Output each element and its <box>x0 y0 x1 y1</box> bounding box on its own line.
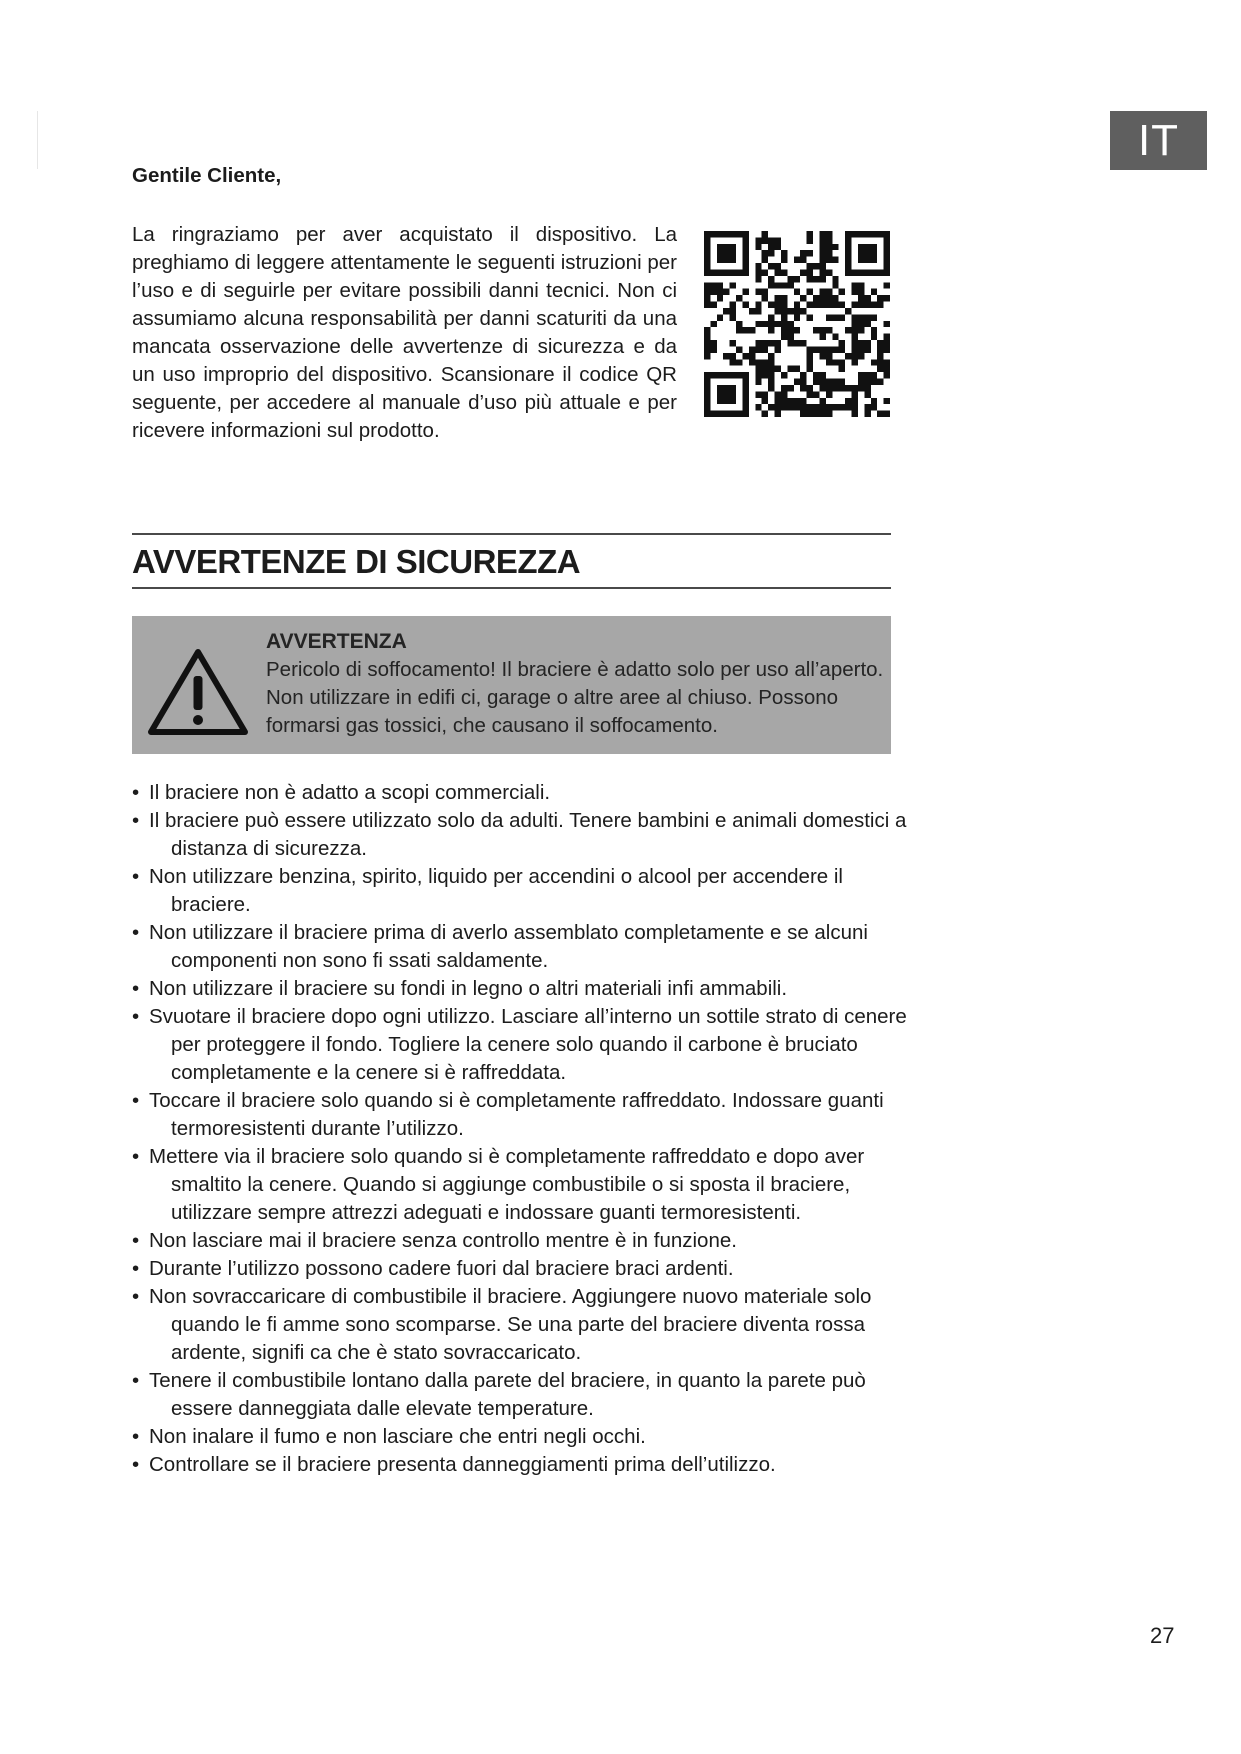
list-item: • Non utilizzare benzina, spirito, liquido per accendini o alcool per accendere il braciere. <box>132 863 912 919</box>
list-item: • Tenere il combustibile lontano dalla parete del braciere, in quanto la parete può essere danneggiata dalle elevate temperature. <box>132 1367 912 1423</box>
safety-list <box>132 779 912 1479</box>
qr-code-modules <box>704 231 890 417</box>
list-item: • Non utilizzare il braciere prima di averlo assemblato completamente e se alcuni componenti non sono fi ssati saldamente. <box>132 919 912 975</box>
list-item: • Non inalare il fumo e non lasciare che entri negli occhi. <box>132 1423 912 1451</box>
intro-paragraph: La ringraziamo per aver acquistato il dispositivo. La preghiamo di leggere attentamente le seguenti istruzioni per l’uso e di seguirle per evitare possibili danni tecnici. Non ci assumiamo alcuna responsabilità per danni scaturiti da una mancata osservazione delle avvertenze di sicurezza e da un uso improprio del dispositivo. Scansionare il codice QR seguente, per accedere al manuale d’uso più attuale e per ricevere informazioni sul prodotto. <box>132 223 677 442</box>
margin-line <box>37 111 38 169</box>
list-item: • Controllare se il braciere presenta danneggiamenti prima dell’utilizzo. <box>132 1451 912 1479</box>
warning-triangle-icon <box>146 646 250 738</box>
list-item: • Non lasciare mai il braciere senza controllo mentre è in funzione. <box>132 1227 912 1255</box>
list-item: • Svuotare il braciere dopo ogni utilizzo. Lasciare all’interno un sottile strato di cenere per proteggere il fondo. Togliere la cenere solo quando il carbone è bruciato completamente e la cenere si è raffreddata. <box>132 1003 912 1087</box>
list-item: • Mettere via il braciere solo quando si è completamente raffreddato e dopo aver smaltito la cenere. Quando si aggiunge combustibile o si sposta il braciere, utilizzare sempre attrezzi adeguati e indossare guanti termoresistenti. <box>132 1143 912 1227</box>
qr-code <box>704 231 890 417</box>
section-title: AVVERTENZE DI SICUREZZA <box>132 543 581 580</box>
language-tab: IT <box>1110 111 1207 170</box>
list-item: • Il braciere può essere utilizzato solo da adulti. Tenere bambini e animali domestici a distanza di sicurezza. <box>132 807 912 863</box>
list-item: • Toccare il braciere solo quando si è completamente raffreddato. Indossare guanti termoresistenti durante l’utilizzo. <box>132 1087 912 1143</box>
list-item: • Non sovraccaricare di combustibile il braciere. Aggiungere nuovo materiale solo quando le fi amme sono scomparse. Se una parte del braciere diventa rossa ardente, signifi ca che è stato sovraccaricato. <box>132 1283 912 1367</box>
list-item: • Il braciere non è adatto a scopi commerciali. <box>132 779 912 807</box>
greeting: Gentile Cliente, <box>132 164 282 187</box>
page-number: 27 <box>1150 1623 1175 1648</box>
warning-title: AVVERTENZA <box>266 630 407 653</box>
list-item: • Durante l’utilizzo possono cadere fuori dal braciere braci ardenti. <box>132 1255 912 1283</box>
warning-box <box>132 616 891 754</box>
section-rule-top <box>132 533 891 535</box>
list-item: • Non utilizzare il braciere su fondi in legno o altri materiali infi ammabili. <box>132 975 912 1003</box>
warning-body: Pericolo di soffocamento! Il braciere è adatto solo per uso all’aperto. Non utilizzare in edifi ci, garage o altre aree al chiuso. Possono formarsi gas tossici, che causano il soffocamento. <box>266 658 884 737</box>
section-rule-bottom <box>132 587 891 589</box>
